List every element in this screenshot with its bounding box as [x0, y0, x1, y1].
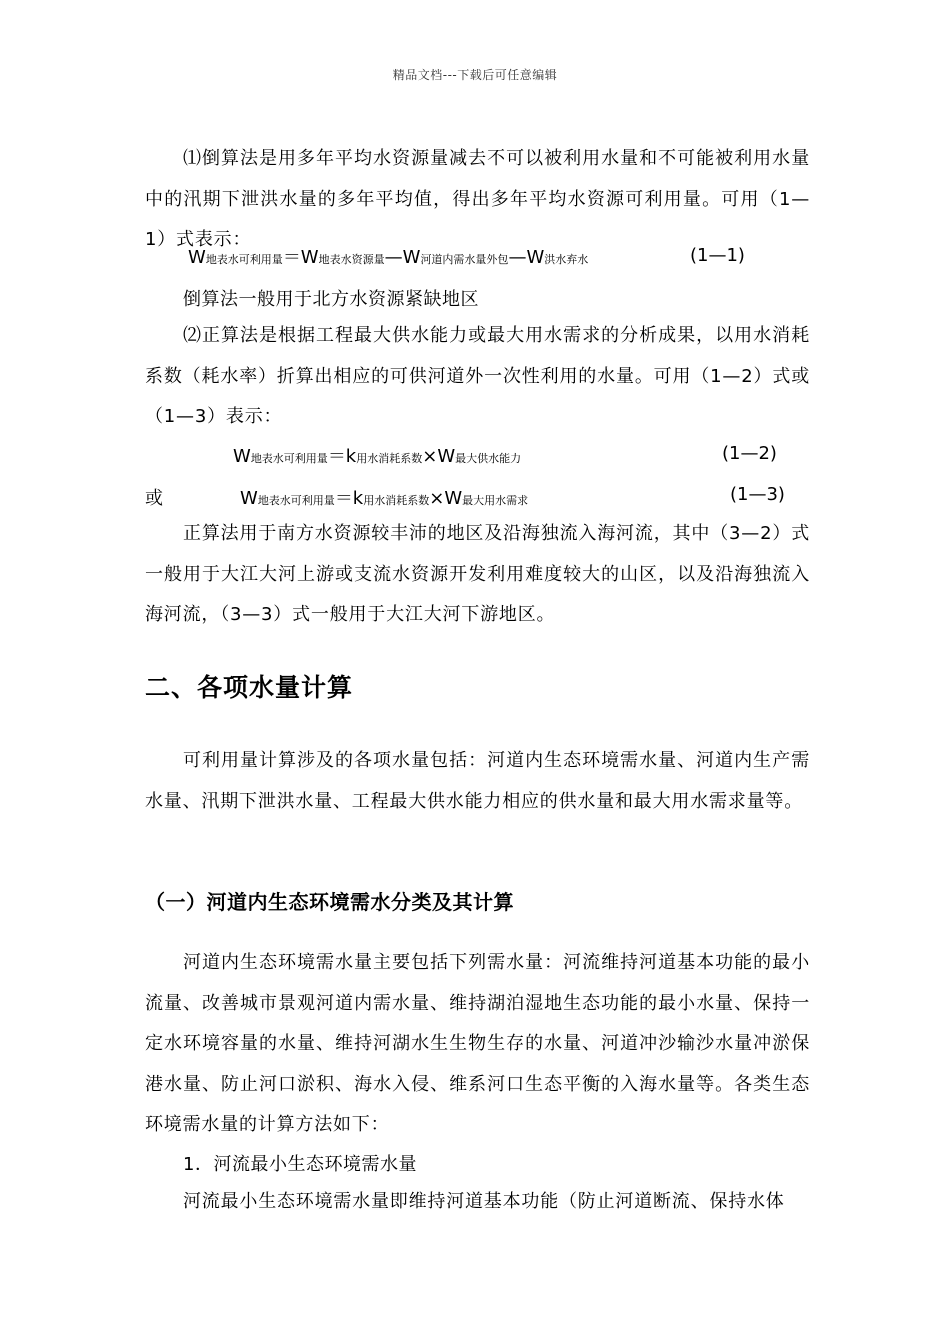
paragraph-reverse-method: ⑴倒算法是用多年平均水资源量减去不可以被利用水量和不可能被利用水量中的汛期下泄洪水量的多年平均值，得出多年平均水资源可利用量。可用（1—1）式表示： — [145, 148, 810, 250]
eq3-sub-1: 地表水可利用量 — [257, 494, 335, 507]
eq3-symbol: W — [240, 488, 258, 509]
eq1-sub-3: 河道内需水量外包 — [420, 253, 509, 266]
eq1-op-2: —W — [384, 247, 421, 268]
equation-2-number: (1—2) — [722, 443, 777, 464]
eq1-symbol: W — [188, 247, 206, 268]
eq3-sub-3: 最大用水需求 — [462, 494, 529, 507]
equation-3-number: (1—3) — [730, 484, 785, 505]
equation-2 — [233, 442, 521, 468]
eq2-op-1: ＝k — [327, 446, 357, 467]
subsection-heading: （一）河道内生态环境需水分类及其计算 — [145, 890, 514, 914]
equation-1 — [188, 243, 588, 269]
eq3-op-2: ×W — [429, 488, 463, 509]
eq2-op-2: ×W — [422, 446, 456, 467]
equation-3 — [240, 484, 528, 510]
eq1-sub-2: 地表水资源量 — [318, 253, 385, 266]
paragraph-forward-method: ⑵正算法是根据工程最大供水能力或最大用水需求的分析成果，以用水消耗系数（耗水率）折算出相应的可供河道外一次性利用的水量。可用（1—2）式或（1—3）表示： — [145, 325, 810, 427]
paragraph-min-eco-flow: 河流最小生态环境需水量即维持河道基本功能（防止河道断流、保持水体 — [183, 1191, 785, 1212]
paragraph-water-items: 可利用量计算涉及的各项水量包括：河道内生态环境需水量、河道内生产需水量、汛期下泄洪水量、工程最大供水能力相应的供水量和最大用水需求量等。 — [145, 750, 810, 812]
paragraph-forward-usage: 正算法用于南方水资源较丰沛的地区及沿海独流入海河流，其中（3—2）式一般用于大江大河上游或支流水资源开发利用难度较大的山区，以及沿海独流入海河流，（3—3）式一般用于大江大河下游地区。 — [145, 523, 810, 625]
eq3-op-1: ＝k — [334, 488, 364, 509]
eq3-sub-2: 用水消耗系数 — [363, 494, 430, 507]
eq2-symbol: W — [233, 446, 251, 467]
eq2-sub-3: 最大供水能力 — [455, 452, 522, 465]
eq1-op-1: ＝W — [282, 247, 319, 268]
equation-1-number: (1—1) — [690, 245, 745, 266]
eq1-op-3: —W — [508, 247, 545, 268]
eq2-sub-1: 地表水可利用量 — [250, 452, 328, 465]
paragraph-reverse-usage: 倒算法一般用于北方水资源紧缺地区 — [183, 289, 479, 310]
eq1-sub-1: 地表水可利用量 — [205, 253, 283, 266]
equation-3-prefix: 或 — [145, 488, 163, 509]
eq1-sub-4: 洪水弃水 — [544, 253, 589, 266]
section-heading: 二、各项水量计算 — [145, 673, 354, 702]
list-item-heading: 1．河流最小生态环境需水量 — [183, 1154, 417, 1175]
page-header: 精品文档---下载后可任意编辑 — [392, 68, 558, 82]
eq2-sub-2: 用水消耗系数 — [356, 452, 423, 465]
paragraph-eco-demand: 河道内生态环境需水量主要包括下列需水量：河流维持河道基本功能的最小流量、改善城市景观河道内需水量、维持湖泊湿地生态功能的最小水量、保持一定水环境容量的水量、维持河湖水生生物生存的水量、河道冲沙输沙水量冲淤保港水量、防止河口淤积、海水入侵、维系河口生态平衡的入海水量等。各类生态环境需水量的计算方法如下： — [145, 952, 810, 1135]
